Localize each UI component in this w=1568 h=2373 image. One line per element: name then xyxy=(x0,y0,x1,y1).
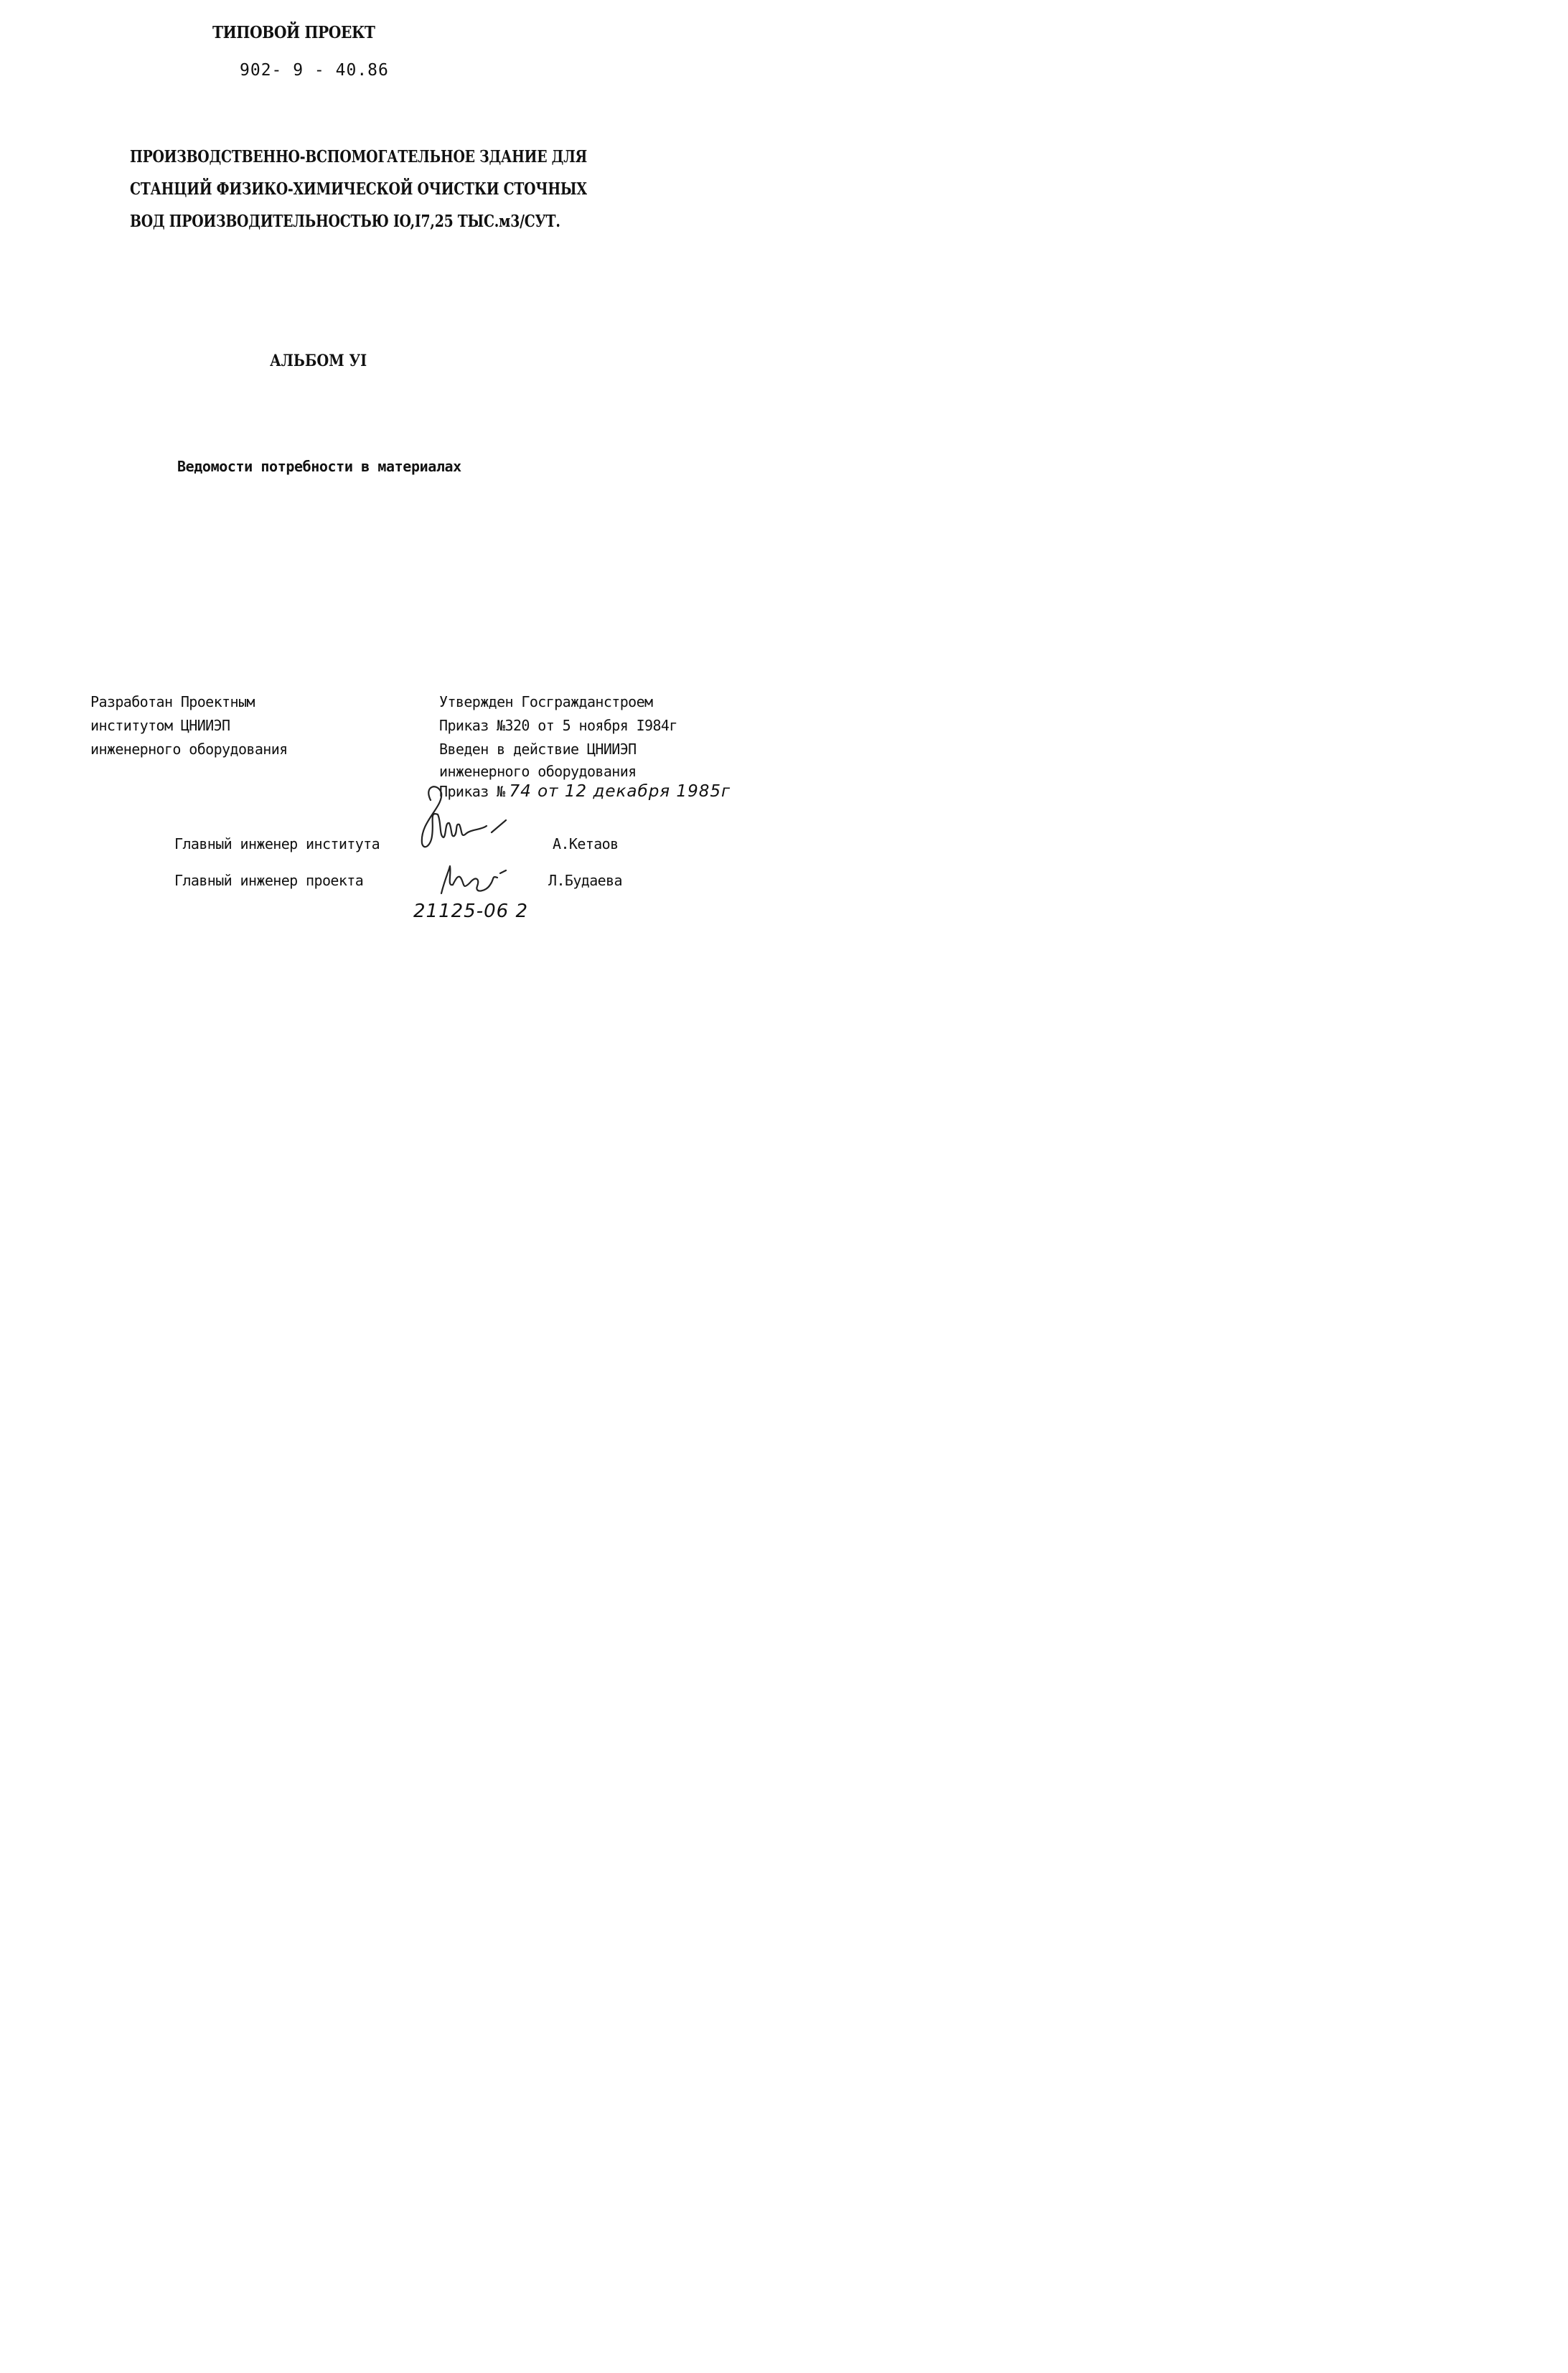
inventory-number: 21125-06 2 xyxy=(413,901,528,922)
approval-line-1: Утвержден Госгражданстроем xyxy=(439,693,653,710)
approval-line-3: Введен в действие ЦНИИЭП xyxy=(439,741,637,758)
title-line-1: ПРОИЗВОДСТВЕННО-ВСПОМОГАТЕЛЬНОЕ ЗДАНИЕ ДЛЯ xyxy=(130,147,588,166)
signatory-1-role: Главный инженер института xyxy=(174,835,380,852)
signatory-2-role: Главный инженер проекта xyxy=(174,872,364,889)
developer-line-1: Разработан Проектным xyxy=(90,693,255,710)
developer-line-2: институтом ЦНИИЭП xyxy=(90,717,230,734)
project-code: 902- 9 - 40.86 xyxy=(240,61,389,80)
title-line-3: ВОД ПРОИЗВОДИТЕЛЬНОСТЬЮ IO,I7,25 ТЫС.м3/СУТ. xyxy=(130,212,560,231)
signatory-1-name: А.Кетаов xyxy=(553,835,619,852)
approval-order-prefix: Приказ № xyxy=(439,783,505,800)
signature-chief-engineer-institute xyxy=(409,779,517,857)
project-type-heading: ТИПОВОЙ ПРОЕКТ xyxy=(212,23,375,42)
title-line-2: СТАНЦИЙ ФИЗИКО-ХИМИЧЕСКОЙ ОЧИСТКИ СТОЧНЫХ xyxy=(130,179,587,199)
approval-line-2: Приказ №320 от 5 ноября I984г xyxy=(439,717,677,734)
signature-chief-engineer-project xyxy=(434,857,513,901)
album-subtitle: Ведомости потребности в материалах xyxy=(177,458,461,475)
signatory-2-name: Л.Будаева xyxy=(548,872,622,889)
approval-order-handwritten: 74 от 12 декабря 1985г xyxy=(509,782,731,801)
approval-line-4: инженерного оборудования xyxy=(439,763,637,780)
developer-line-3: инженерного оборудования xyxy=(90,741,288,758)
album-label: АЛЬБОМ УI xyxy=(270,352,367,370)
